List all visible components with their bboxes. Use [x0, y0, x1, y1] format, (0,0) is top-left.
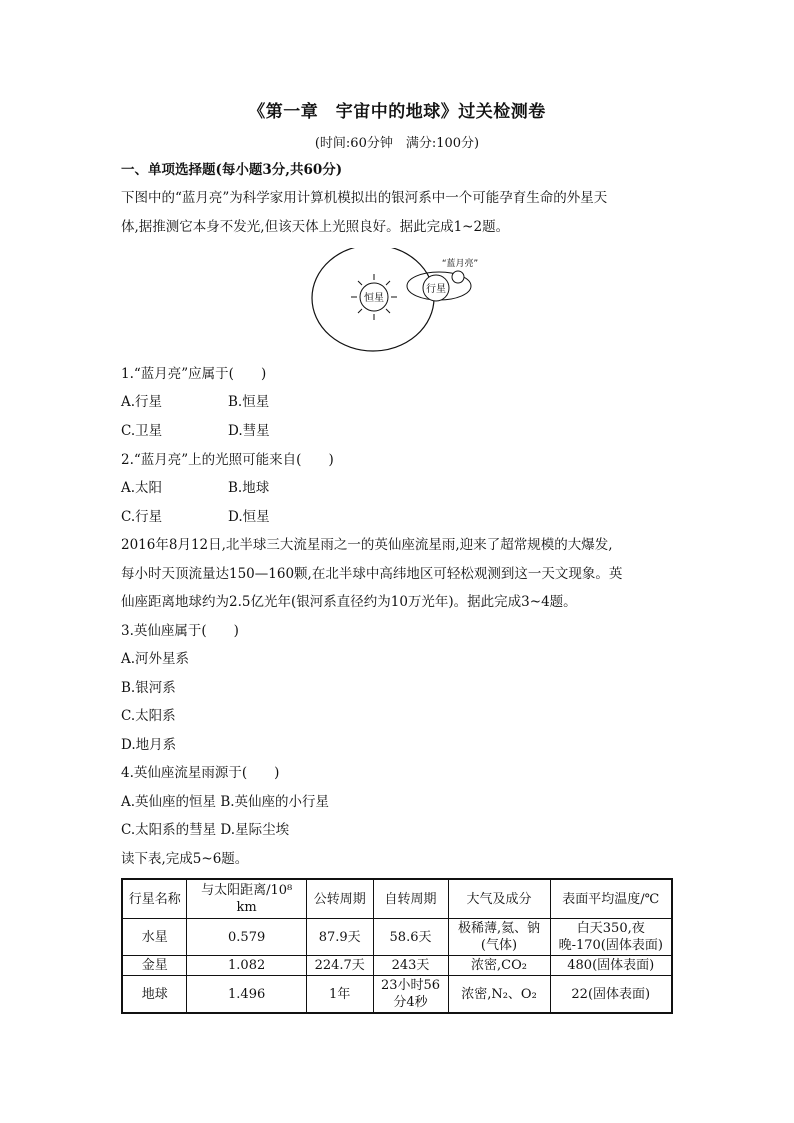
q3-option-a: A.河外星系 [121, 651, 190, 667]
passage2-line2: 每小时天顶流量达150—160颗,在北半球中高纬地区可轻松观测到这一天文现象。英 [121, 566, 623, 582]
table-cell: 480(固体表面) [550, 956, 672, 976]
q3-option-d: D.地月系 [121, 737, 177, 753]
table-header-cell: 表面平均温度/℃ [550, 879, 672, 919]
q4-stem: 4.英仙座流星雨源于( ) [121, 765, 280, 781]
table-cell: 224.7天 [306, 956, 373, 976]
planet-table [121, 878, 673, 1014]
table-cell: 1.082 [187, 956, 306, 976]
page-title: 《第一章 宇宙中的地球》过关检测卷 [248, 102, 546, 122]
table-cell: 浓密,CO₂ [448, 956, 550, 976]
table-cell: 地球 [122, 976, 187, 1014]
q1-option-a: A.行星 [121, 394, 163, 410]
table-cell: 58.6天 [373, 919, 448, 956]
table-header-row [122, 879, 672, 919]
table-cell: 金星 [122, 956, 187, 976]
q2-option-c: C.行星 [121, 509, 163, 525]
table-header-cell: 公转周期 [306, 879, 373, 919]
q2-option-b: B.地球 [228, 480, 270, 496]
page-subtitle: (时间:60分钟 满分:100分) [314, 136, 480, 151]
moon-circle [452, 271, 464, 283]
passage3-line1: 读下表,完成5~6题。 [121, 851, 249, 867]
table-row [122, 919, 672, 956]
table-header-cell: 与太阳距离/10⁸ km [187, 879, 306, 919]
passage1-line1: 下图中的“蓝月亮”为科学家用计算机模拟出的银河系中一个可能孕育生命的外星天 [121, 190, 608, 206]
q4-options-cd: C.太阳系的彗星 D.星际尘埃 [121, 822, 290, 838]
table-cell: 白天350,夜晚-170(固体表面) [550, 919, 672, 956]
table-cell: 87.9天 [306, 919, 373, 956]
q1-stem: 1.“蓝月亮”应属于( ) [121, 366, 267, 382]
table-header-cell: 自转周期 [373, 879, 448, 919]
table-cell: 1.496 [187, 976, 306, 1014]
q4-options-ab: A.英仙座的恒星 B.英仙座的小行星 [121, 794, 330, 810]
q2-option-d: D.恒星 [228, 509, 270, 525]
section-heading: 一、单项选择题(每小题3分,共60分) [121, 162, 343, 178]
table-cell: 0.579 [187, 919, 306, 956]
table-header-cell: 大气及成分 [448, 879, 550, 919]
table-cell: 22(固体表面) [550, 976, 672, 1014]
passage2-line3: 仙座距离地球约为2.5亿光年(银河系直径约为10万光年)。据此完成3~4题。 [121, 594, 577, 610]
q2-option-a: A.太阳 [121, 480, 163, 496]
table-cell: 243天 [373, 956, 448, 976]
q1-option-b: B.恒星 [228, 394, 270, 410]
q3-stem: 3.英仙座属于( ) [121, 623, 239, 639]
table-cell: 浓密,N₂、O₂ [448, 976, 550, 1014]
table-cell: 水星 [122, 919, 187, 956]
star-label: 恒星 [364, 293, 384, 304]
q3-option-b: B.银河系 [121, 680, 176, 696]
moon-label: “蓝月亮” [441, 259, 479, 269]
planet-label: 行星 [426, 284, 446, 295]
passage2-line1: 2016年8月12日,北半球三大流星雨之一的英仙座流星雨,迎来了超常规模的大爆发, [121, 537, 613, 553]
table-header-cell: 行星名称 [122, 879, 187, 919]
q3-option-c: C.太阳系 [121, 708, 176, 724]
q1-option-c: C.卫星 [121, 423, 163, 439]
table-row [122, 976, 672, 1014]
table-cell: 23小时56分4秒 [373, 976, 448, 1014]
q1-option-d: D.彗星 [228, 423, 270, 439]
q2-stem: 2.“蓝月亮”上的光照可能来自( ) [121, 452, 334, 468]
passage1-line2: 体,据推测它本身不发光,但该天体上光照良好。据此完成1~2题。 [121, 219, 510, 235]
table-cell: 1年 [306, 976, 373, 1014]
table-cell: 极稀薄,氦、钠(气体) [448, 919, 550, 956]
orbit-diagram [300, 248, 500, 358]
table-row [122, 956, 672, 976]
